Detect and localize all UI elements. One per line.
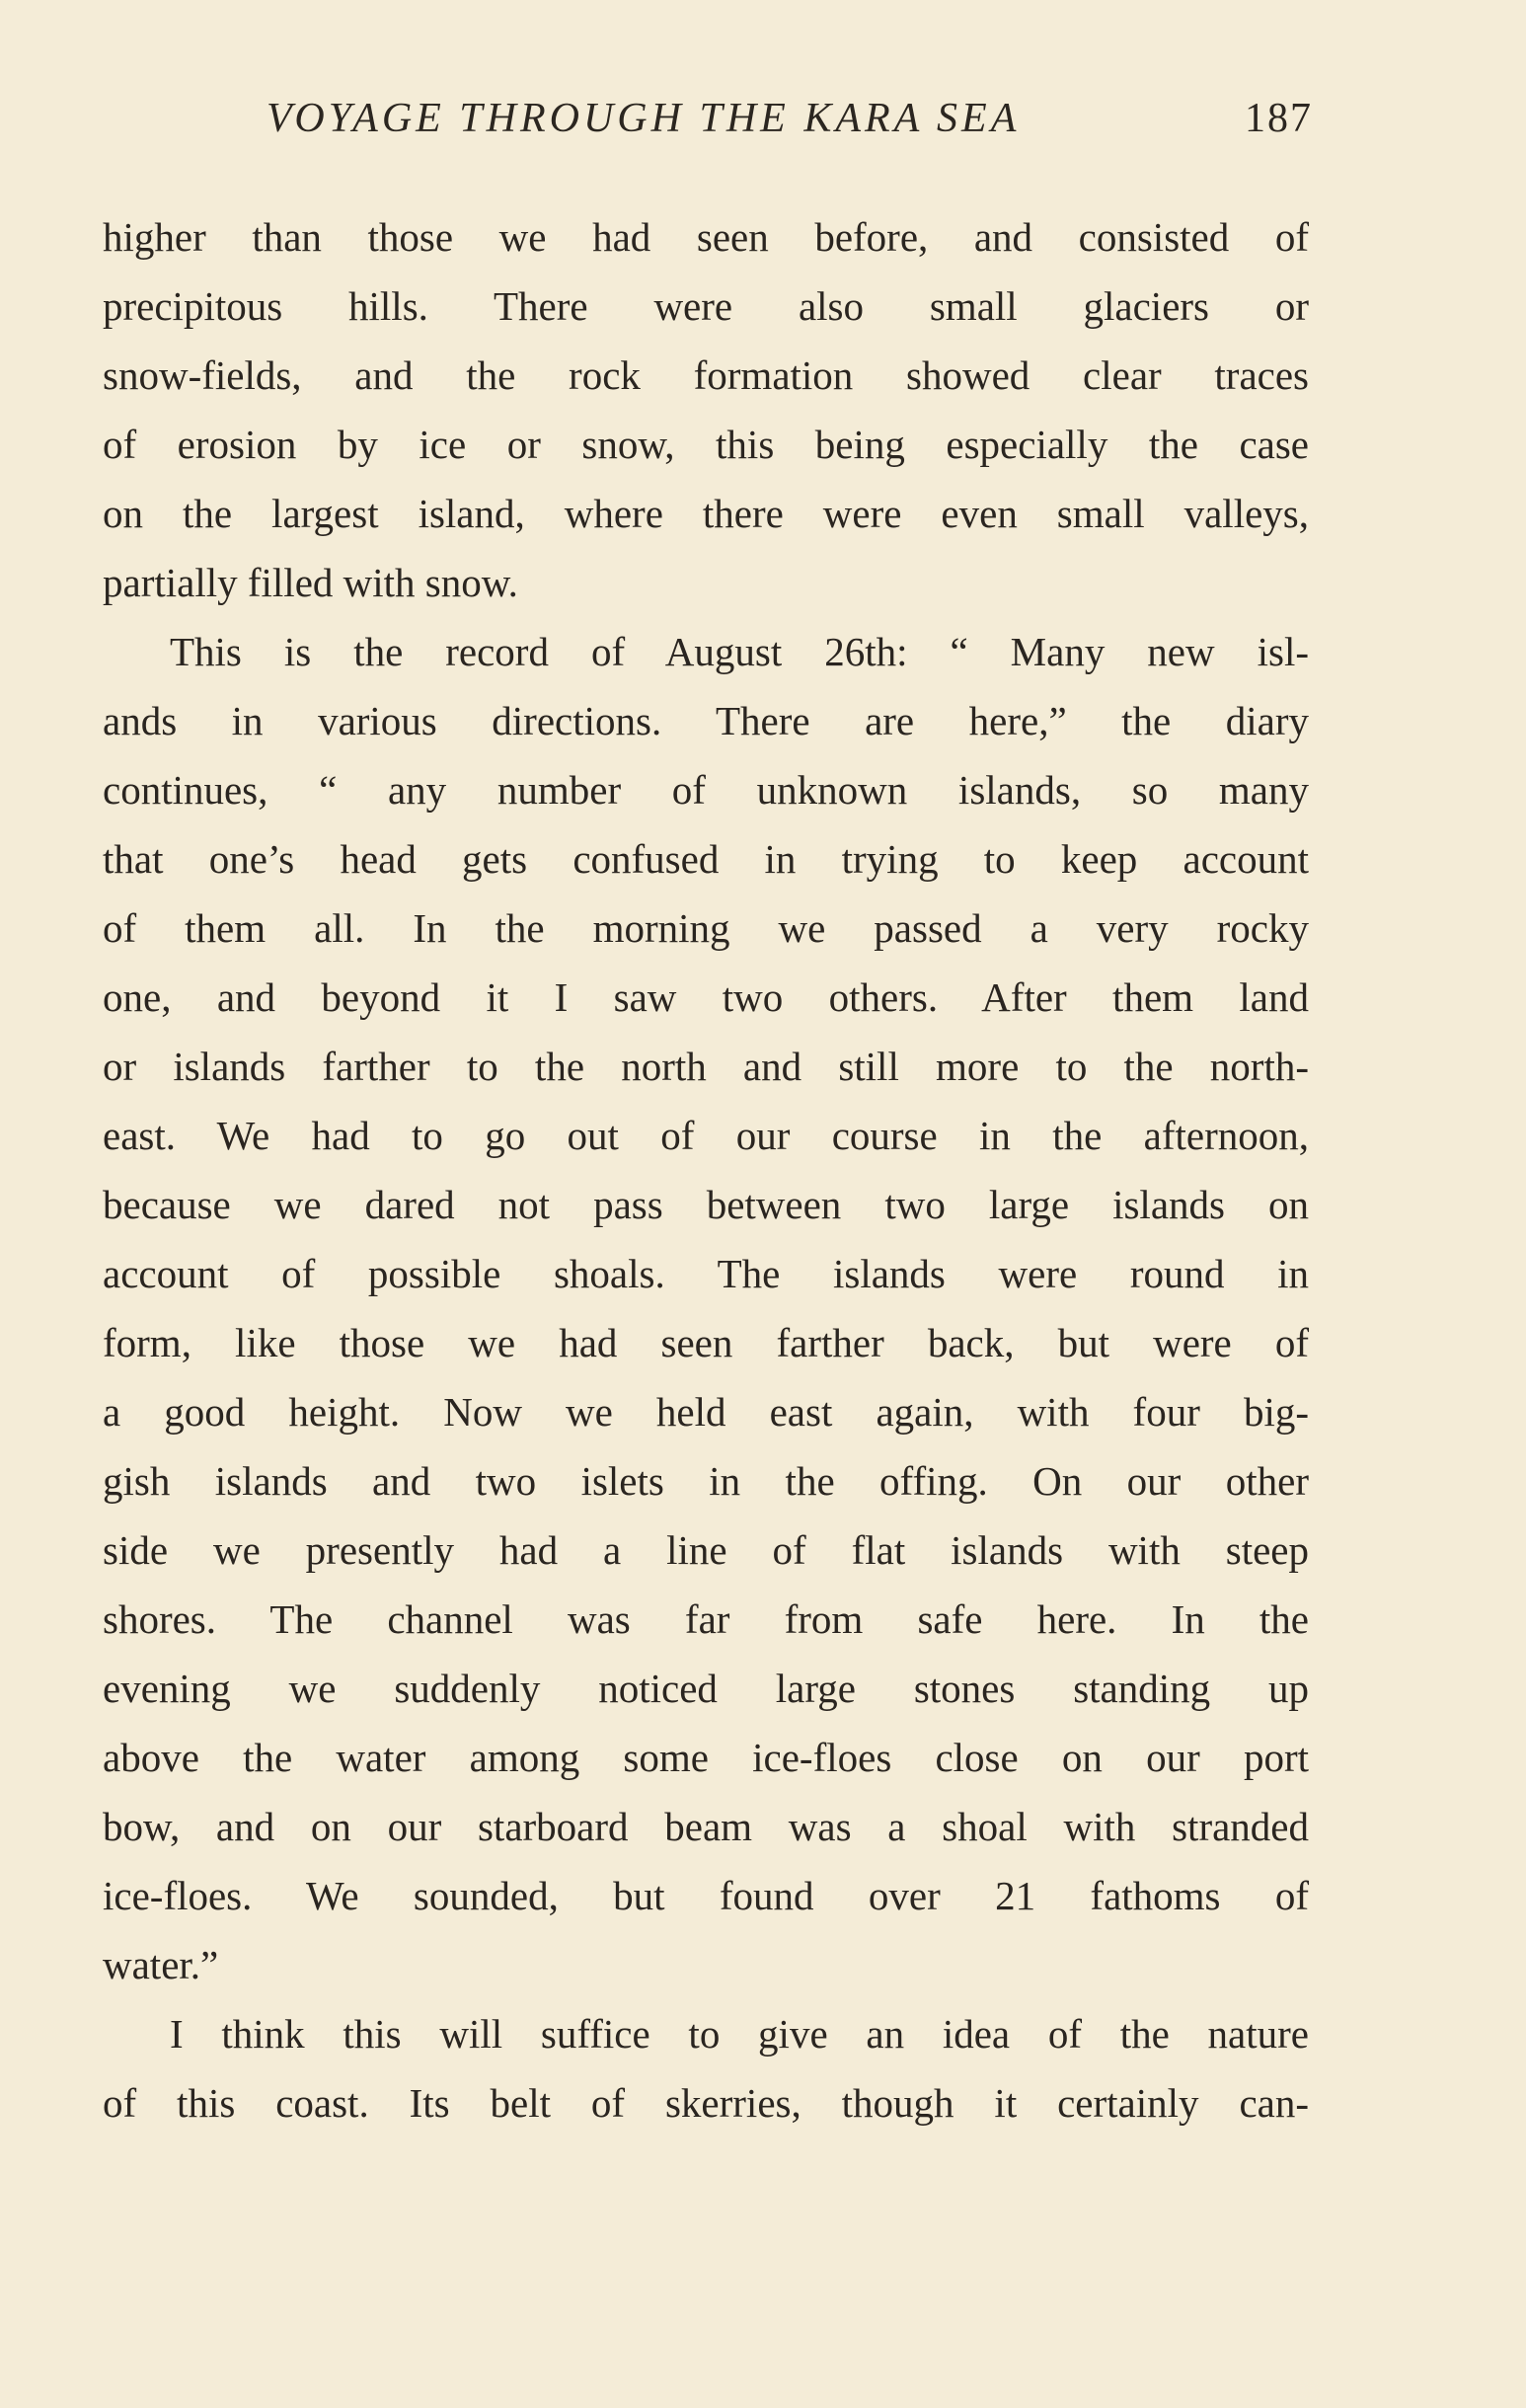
text-line: higher than those we had seen before, and consisted of (103, 214, 1309, 260)
text-line: or islands farther to the north and still more to the north- (103, 1044, 1309, 1089)
text-line: This is the record of August 26th: “ Many new isl- (170, 629, 1309, 674)
running-head (267, 95, 1313, 154)
text-line: that one’s head gets confused in trying to keep account (103, 836, 1309, 882)
text-line: snow-fields, and the rock formation showed clear traces (103, 352, 1309, 398)
text-line: side we presently had a line of flat islands with steep (103, 1527, 1309, 1573)
text-line: water.” (103, 1942, 219, 1987)
text-line: precipitous hills. There were also small glaciers or (103, 283, 1309, 329)
text-line: bow, and on our starboard beam was a shoal with stranded (103, 1804, 1309, 1849)
text-line: one, and beyond it I saw two others. After them land (103, 974, 1309, 1020)
text-line: shores. The channel was far from safe here. In the (103, 1596, 1309, 1642)
text-line: above the water among some ice-floes close on our port (103, 1735, 1309, 1780)
text-line: evening we suddenly noticed large stones standing up (103, 1666, 1309, 1711)
page-number: 187 (1245, 96, 1313, 141)
text-line: a good height. Now we held east again, with four big- (103, 1389, 1309, 1435)
text-line: gish islands and two islets in the offing. On our other (103, 1458, 1309, 1504)
text-line: east. We had to go out of our course in the afternoon, (103, 1113, 1309, 1158)
text-line: continues, “ any number of unknown islands, so many (103, 767, 1309, 813)
text-line: ands in various directions. There are here,” the diary (103, 698, 1309, 743)
running-title: VOYAGE THROUGH THE KARA SEA (267, 96, 1021, 141)
text-line: form, like those we had seen farther back, but were of (103, 1320, 1309, 1365)
text-line: ice-floes. We sounded, but found over 21 fathoms of (103, 1873, 1309, 1918)
text-line: of them all. In the morning we passed a very rocky (103, 905, 1309, 951)
text-line: because we dared not pass between two large islands on (103, 1182, 1309, 1227)
text-line: on the largest island, where there were even small valleys, (103, 491, 1309, 536)
body-text (103, 202, 1309, 2137)
text-line: of this coast. Its belt of skerries, though it certainly can- (103, 2080, 1309, 2126)
text-line: I think this will suffice to give an idea of the nature (170, 2011, 1309, 2057)
text-line: of erosion by ice or snow, this being especially the case (103, 422, 1309, 467)
text-line: account of possible shoals. The islands were round in (103, 1251, 1309, 1296)
text-line: partially filled with snow. (103, 560, 518, 605)
